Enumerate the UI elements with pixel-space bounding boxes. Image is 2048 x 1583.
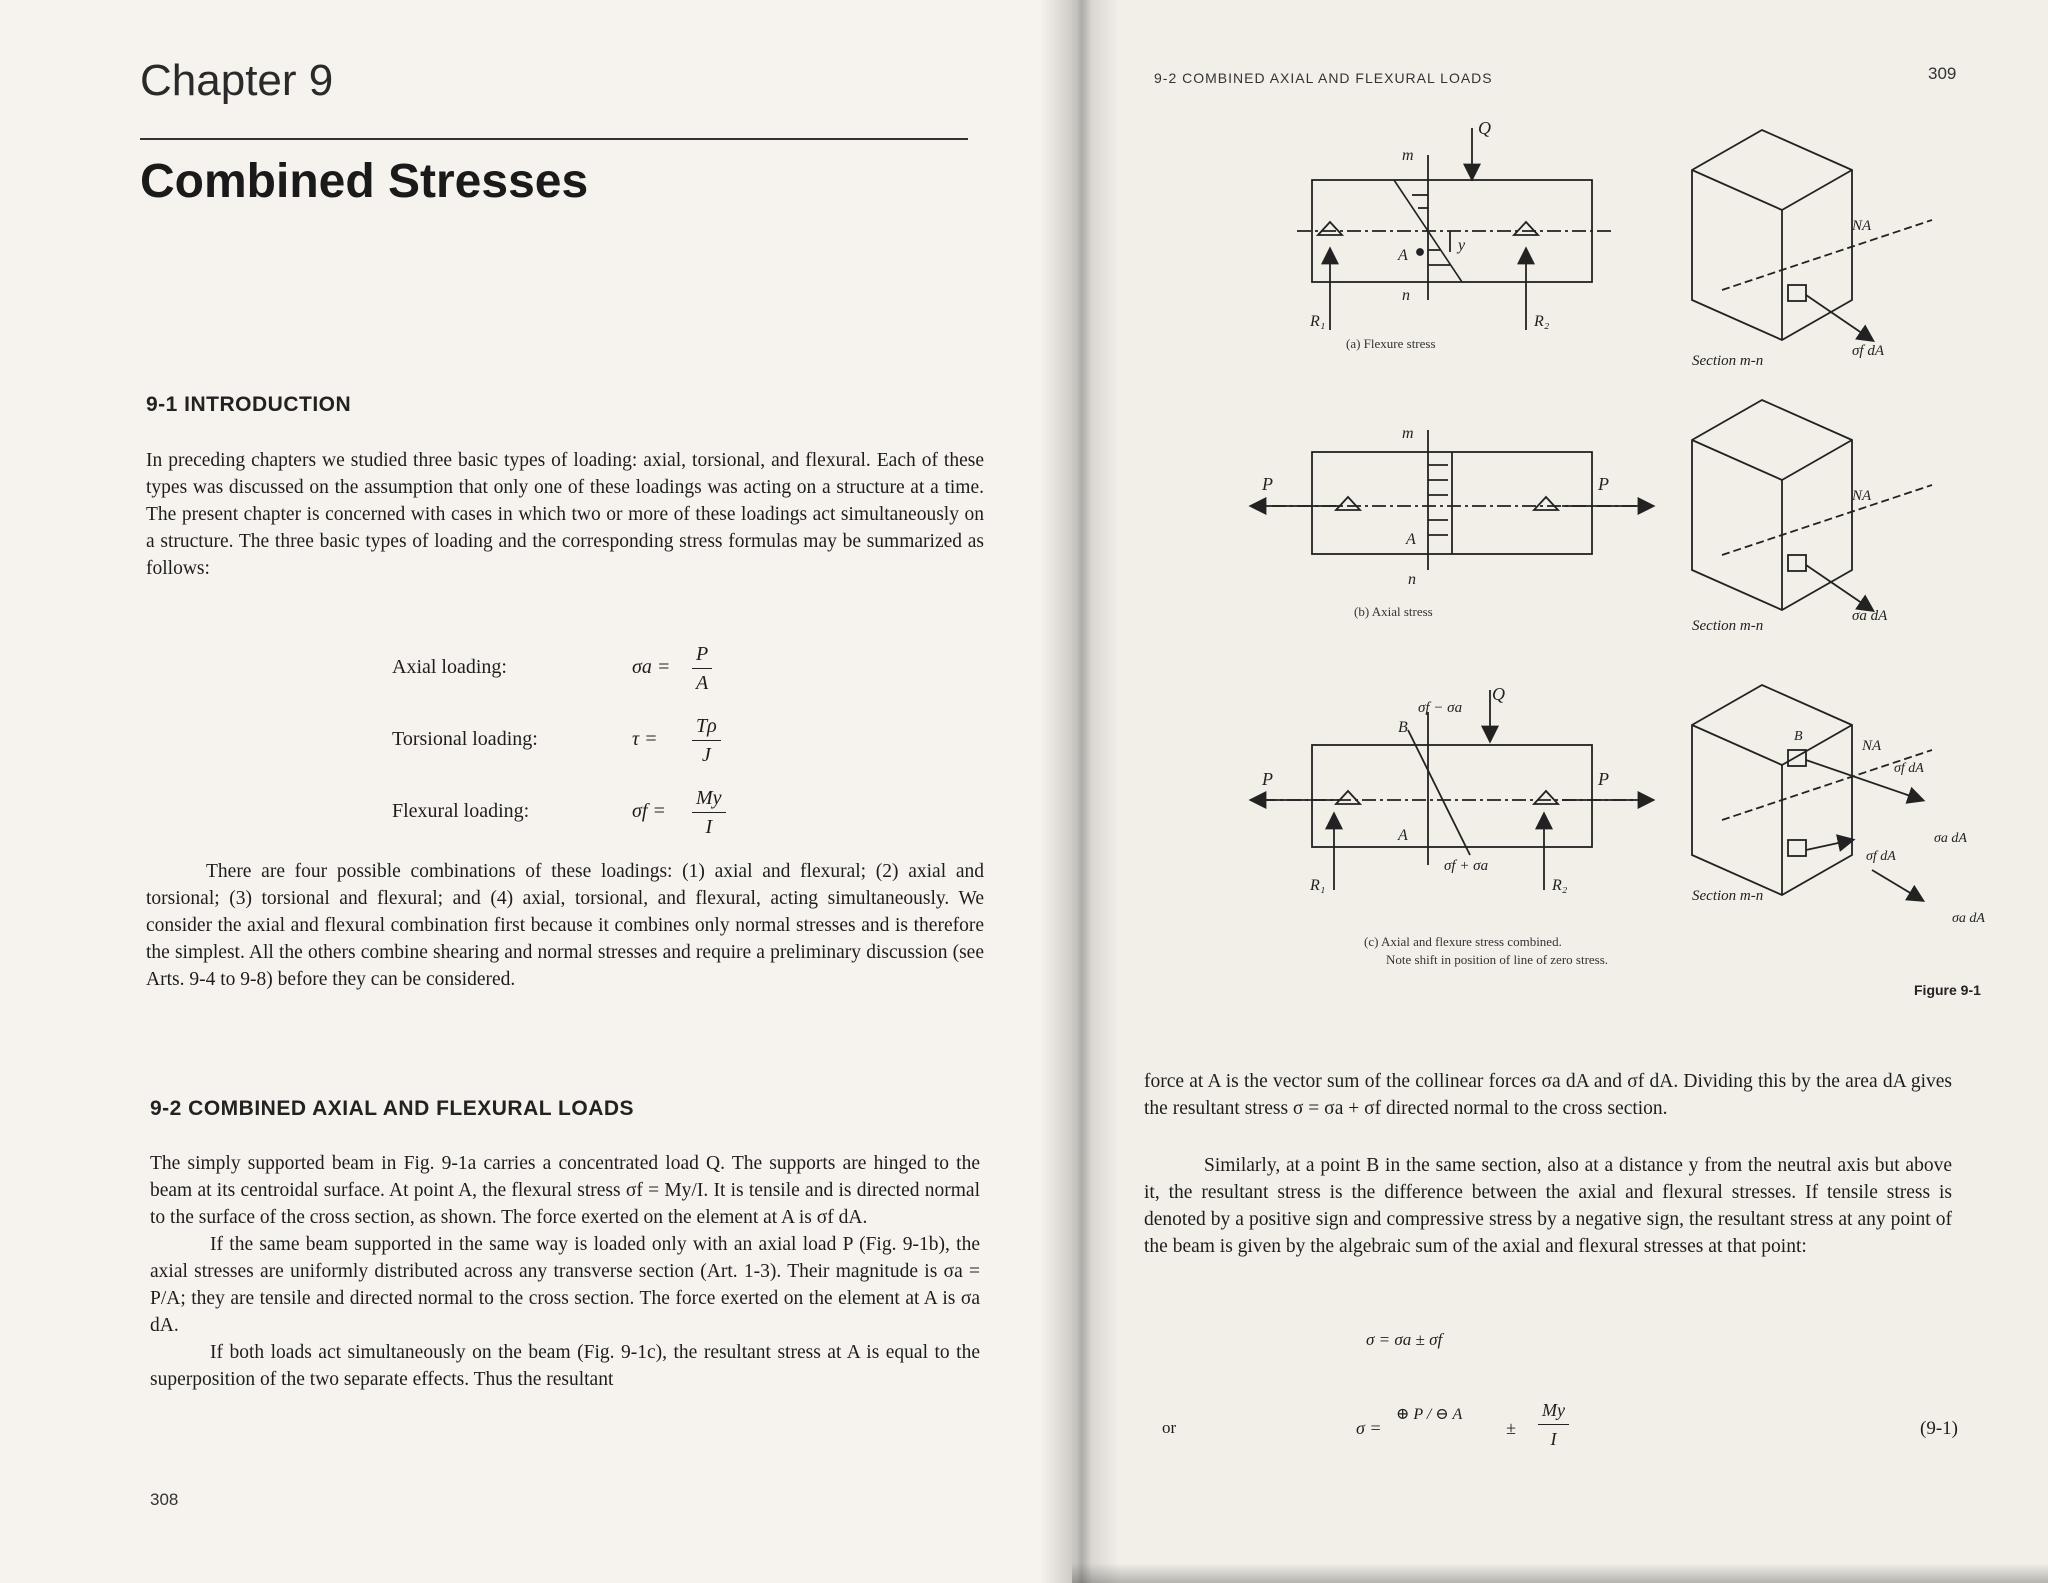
formula-denominator: I — [705, 816, 713, 838]
formula-numerator: P — [692, 640, 712, 669]
equation-2-denominator: I — [1550, 1429, 1557, 1449]
formula-numerator: Tρ — [692, 712, 721, 741]
svg-text:P: P — [1598, 474, 1609, 494]
svg-text:σf + σa: σf + σa — [1444, 858, 1489, 874]
svg-text:A: A — [1398, 827, 1408, 844]
figure-9-1-diagram — [1072, 100, 2048, 930]
formula-label: Torsional loading: — [392, 728, 538, 750]
combinations-paragraph — [146, 858, 984, 993]
svg-text:Q: Q — [1478, 118, 1491, 138]
caption-a: (a) Flexure stress — [1346, 336, 1436, 351]
formula-numerator: My — [692, 784, 726, 813]
combined-loads-para-1: The simply supported beam in Fig. 9-1a carries a concentrated load Q. The supports are hinged to the beam at its centroidal surface. At point A, the flexural stress σf = My/I. It is tensile and is directed normal to the surface of the cross section, as shown. The force exerted on the element at A is σf dA. — [150, 1153, 980, 1228]
chapter-title: Combined Stresses — [140, 155, 589, 208]
intro-paragraph-text: In preceding chapters we studied three basic types of loading: axial, torsional, and flexural. Each of these types was discussed on the assumption that only one of these loadings was acting on a structure at a time. The present chapter is concerned with cases in which two or more of these loadings act simultaneously on a structure. The three basic types of loading and the corresponding stress formulas may be summarized as follows: — [146, 450, 984, 579]
page-number-left: 308 — [150, 1490, 179, 1509]
equation-2-numerator: My — [1538, 1396, 1569, 1425]
caption-c-line-2: Note shift in position of line of zero stress. — [1386, 952, 1609, 967]
caption-b: (b) Axial stress — [1354, 604, 1433, 619]
equation-2-signs: ⊕ P / ⊖ A — [1396, 1406, 1463, 1423]
svg-text:σa dA: σa dA — [1934, 831, 1967, 846]
intro-paragraph — [146, 447, 984, 582]
formula-label: Flexural loading: — [392, 800, 530, 822]
chapter-label: Chapter 9 — [140, 56, 334, 105]
combined-loads-para-3: If both loads act simultaneously on the beam (Fig. 9-1c), the resultant stress at A is equal to the superposition of the two separate effects. Thus the resultant — [150, 1342, 980, 1390]
chapter-rule — [140, 138, 968, 140]
svg-text:n: n — [1402, 287, 1410, 304]
svg-text:σa dA: σa dA — [1852, 608, 1888, 624]
svg-text:A: A — [1398, 247, 1408, 264]
svg-text:Q: Q — [1492, 684, 1505, 704]
combined-loads-text — [150, 1150, 980, 1393]
right-para-2-text: Similarly, at a point B in the same section, also at a distance y from the neutral axis but above it, the resultant stress is the difference between the axial and flexural stresses. If tensile stress is denoted by a positive sign and compressive stress by a negative sign, the resultant stress at any point of the beam is given by the algebraic sum of the axial and flexural stresses at that point: — [1144, 1155, 1952, 1257]
page-number-right: 309 — [1928, 64, 1957, 83]
right-para-1-text: force at A is the vector sum of the collinear forces σa dA and σf dA. Dividing this by the area dA gives the resultant stress σ = σa + σf directed normal to the cross section. — [1144, 1071, 1952, 1119]
section-heading-introduction: 9-1 INTRODUCTION — [146, 393, 352, 416]
svg-text:NA: NA — [1852, 488, 1872, 504]
formula-lhs: σf = — [632, 800, 666, 822]
svg-text:σf dA: σf dA — [1866, 849, 1896, 864]
equation-2-fraction — [1538, 1396, 1569, 1453]
formula-lhs: τ = — [632, 728, 658, 750]
svg-text:P: P — [1598, 769, 1609, 789]
cube-c — [1692, 685, 1932, 900]
formula-lhs: σa = — [632, 656, 671, 678]
combinations-paragraph-text: There are four possible combinations of these loadings: (1) axial and flexural; (2) axial and torsional; (3) torsional and flexural; and (4) axial, torsional, and flexural, acting simultaneously. We consider the axial and flexural combination first because it combines only normal stresses and is therefore the simplest. All the others combine shearing and normal stresses and require a preliminary discussion (see Arts. 9-4 to 9-8) before they can be considered. — [146, 861, 984, 990]
svg-text:Section m-n: Section m-n — [1692, 618, 1764, 634]
svg-text:R₁: R₁ — [1310, 877, 1326, 894]
formula-fraction — [692, 712, 721, 769]
equation-1: σ = σa ± σf — [1366, 1330, 1443, 1349]
svg-text:NA: NA — [1852, 218, 1872, 234]
page-bottom-shadow — [1072, 1563, 2048, 1583]
svg-text:P: P — [1262, 474, 1273, 494]
figure-label: Figure 9-1 — [1914, 982, 1981, 998]
formula-axial — [392, 640, 792, 700]
svg-text:R₂: R₂ — [1534, 313, 1550, 330]
right-para-2 — [1144, 1152, 1952, 1260]
svg-text:P: P — [1262, 769, 1273, 789]
formula-fraction — [692, 640, 712, 697]
formula-fraction — [692, 784, 726, 841]
svg-text:σf dA: σf dA — [1852, 343, 1884, 359]
svg-text:R₁: R₁ — [1310, 313, 1326, 330]
caption-c-line-1: (c) Axial and flexure stress combined. — [1364, 934, 1562, 949]
beam-axial-diagram — [1252, 430, 1652, 570]
svg-text:m: m — [1402, 425, 1414, 442]
svg-text:NA: NA — [1862, 738, 1882, 754]
cube-a — [1692, 130, 1932, 340]
or-label: or — [1162, 1418, 1177, 1437]
right-page — [1072, 0, 2048, 1583]
svg-text:σf dA: σf dA — [1894, 761, 1924, 776]
svg-text:Section m-n: Section m-n — [1692, 353, 1764, 369]
formula-torsional — [392, 712, 792, 772]
formula-flexural — [392, 784, 792, 844]
svg-text:σf − σa: σf − σa — [1418, 700, 1463, 716]
formula-denominator: J — [701, 744, 711, 766]
right-para-1 — [1144, 1068, 1952, 1122]
section-heading-combined-loads: 9-2 COMBINED AXIAL AND FLEXURAL LOADS — [150, 1097, 635, 1120]
svg-text:n: n — [1408, 571, 1416, 588]
svg-text:A: A — [1406, 531, 1416, 548]
svg-text:m: m — [1402, 147, 1414, 164]
beam-flexure-diagram — [1297, 128, 1612, 330]
svg-text:B: B — [1794, 729, 1803, 744]
svg-text:σa dA: σa dA — [1952, 911, 1985, 926]
equation-2-plus-minus: ± — [1506, 1418, 1516, 1438]
combined-loads-para-2: If the same beam supported in the same way is loaded only with an axial load P (Fig. 9-1b), the axial stresses are uniformly distributed across any transverse section (Art. 1-3). Their magnitude is σa = P/A; they are tensile and directed normal to the cross section. The force exerted on the element at A is σa dA. — [150, 1234, 980, 1336]
svg-text:y: y — [1458, 237, 1466, 254]
formula-denominator: A — [696, 672, 709, 694]
equation-number: (9-1) — [1920, 1418, 1958, 1439]
cube-b — [1692, 400, 1932, 610]
svg-text:R₂: R₂ — [1552, 877, 1568, 894]
svg-text:B: B — [1398, 719, 1408, 736]
formula-label: Axial loading: — [392, 656, 507, 678]
equation-2-lhs: σ = — [1356, 1418, 1382, 1438]
running-head: 9-2 COMBINED AXIAL AND FLEXURAL LOADS — [1154, 70, 1493, 86]
svg-text:Section m-n: Section m-n — [1692, 888, 1764, 904]
